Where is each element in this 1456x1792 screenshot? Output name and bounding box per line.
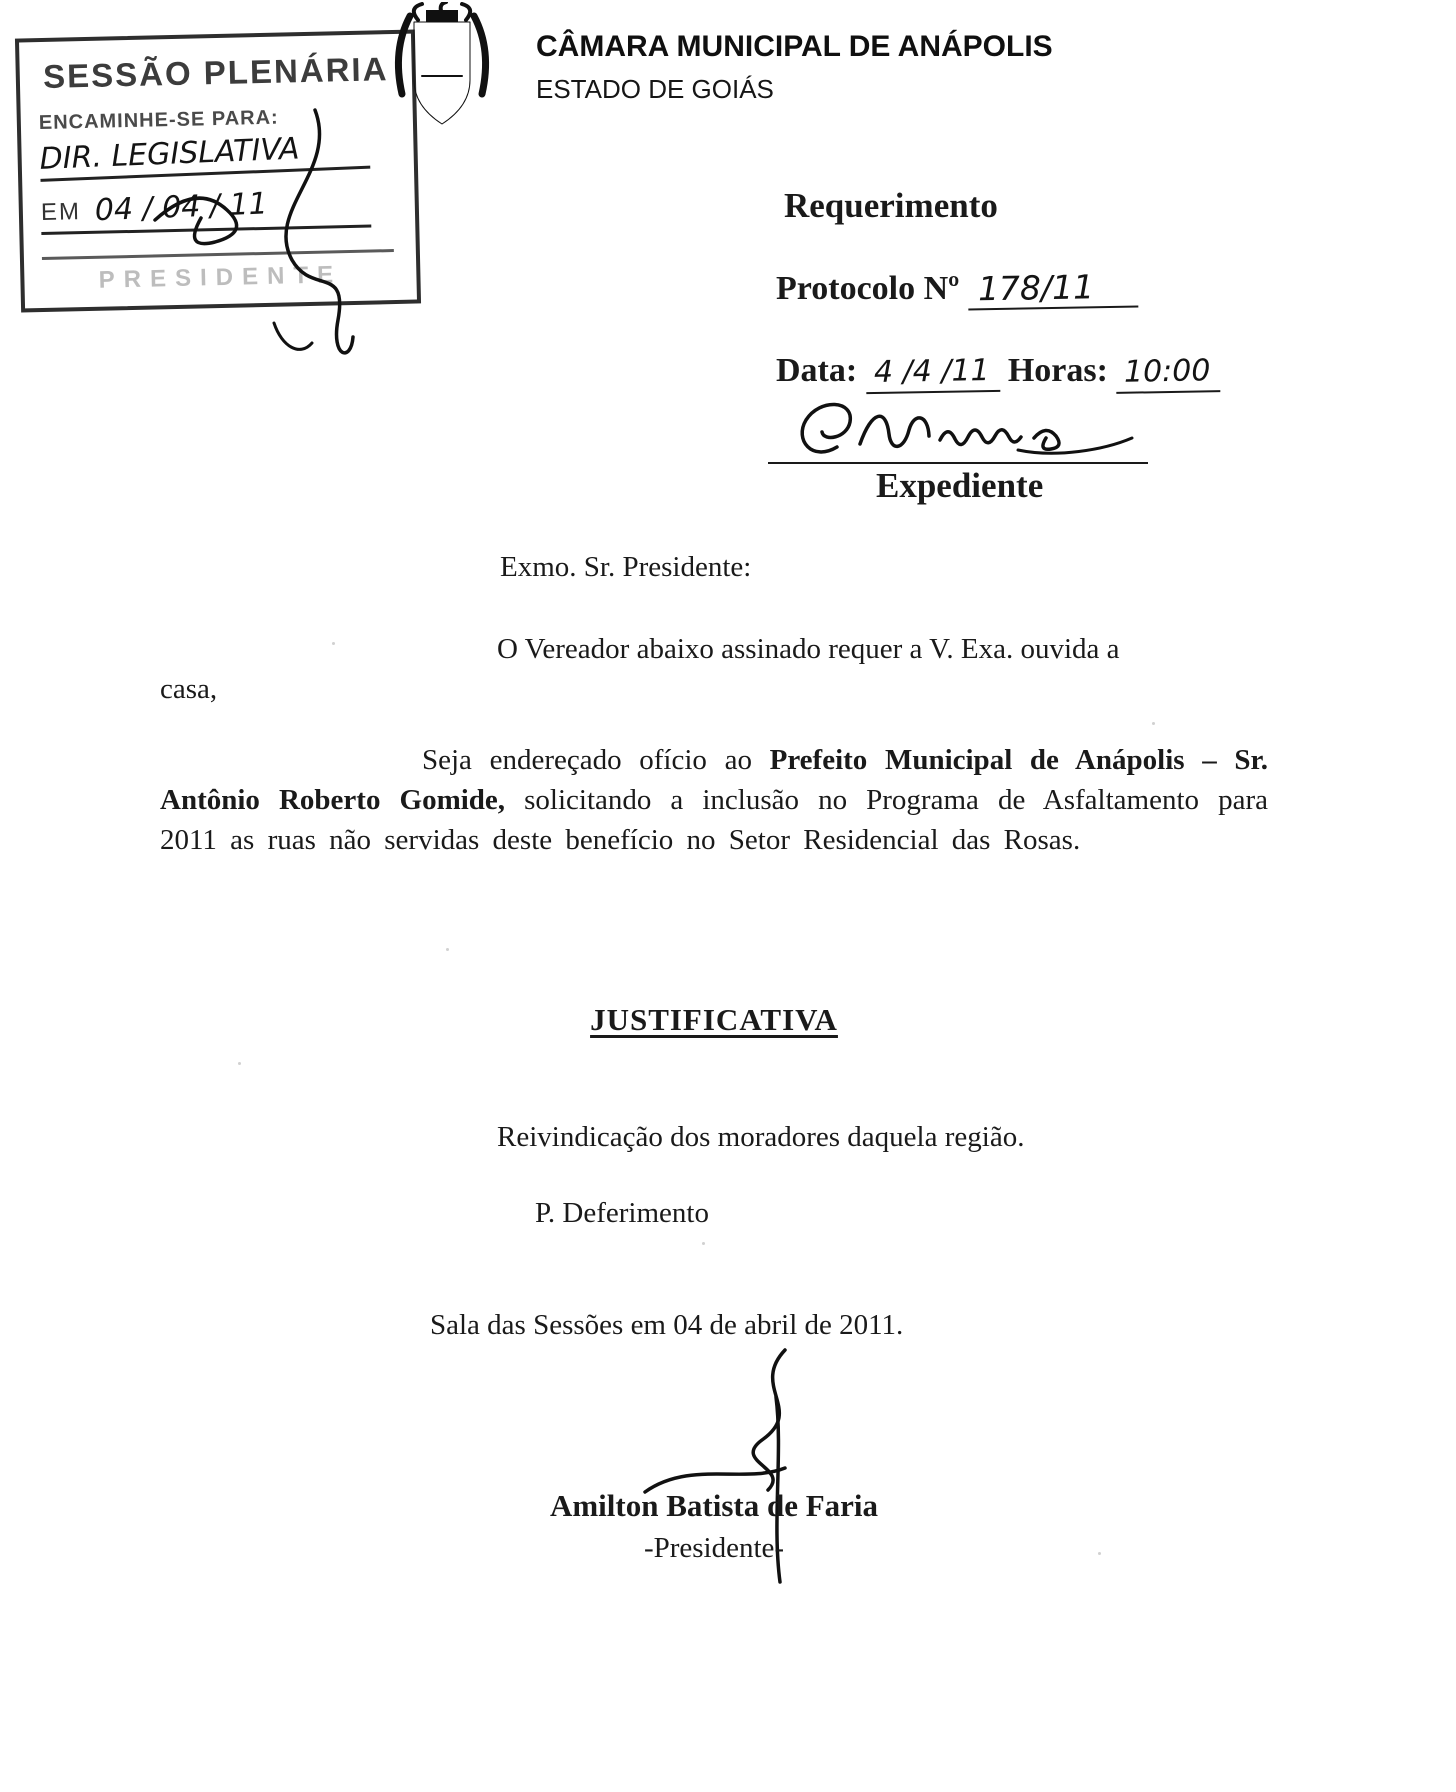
scan-artifact-dot (446, 948, 449, 951)
protocol-row (776, 268, 1138, 309)
salutation: Exmo. Sr. Presidente: (500, 551, 752, 583)
signer-name: Amilton Batista de Faria (549, 1488, 879, 1523)
signer-role: -Presidente- (643, 1532, 785, 1564)
section-title-wrap (160, 1002, 1268, 1038)
deferment-text: P. Deferimento (535, 1197, 709, 1229)
justification-text: Reivindicação dos moradores daquela região. (497, 1121, 1025, 1153)
date-hours-row (776, 352, 1221, 393)
document-title: Requerimento (784, 186, 998, 225)
protocol-number-handwritten: 178/11 (968, 267, 1139, 311)
date-value-handwritten: 4 /4 /11 (865, 353, 999, 394)
request-paragraph-recipient: Prefeito Municipal de Anápolis – Sr. Antônio Roberto Gomide, (160, 744, 1268, 817)
stamp-em-label: EM (40, 198, 82, 227)
hours-label: Horas: (1007, 352, 1108, 389)
date-label: Data: (776, 352, 858, 389)
request-paragraph-intro: Seja endereçado ofício ao (422, 744, 770, 776)
stamp-forward-label: ENCAMINHE-SE PARA: (38, 106, 279, 135)
scan-artifact-dot (1098, 1552, 1101, 1555)
request-paragraph-rest: solicitando a inclusão no Programa de Asfaltamento para 2011 as ruas não servidas deste benefício no Setor Residencial das Rosas. (160, 784, 1268, 857)
justificativa-title: JUSTIFICATIVA (590, 1002, 838, 1037)
expediente-underline (768, 462, 1148, 464)
scan-artifact-dot (332, 642, 335, 645)
scan-artifact-dot (238, 1062, 241, 1065)
organization-name: CÂMARA MUNICIPAL DE ANÁPOLIS (536, 30, 1053, 63)
expediente-signature (782, 392, 1142, 477)
stamp-title: SESSÃO PLENÁRIA (42, 50, 389, 95)
stamp-president-label: PRESIDENTE (98, 261, 343, 294)
scan-artifact-dot (1152, 722, 1155, 725)
organization-state: ESTADO DE GOIÁS (536, 74, 774, 104)
coat-of-arms-icon (388, 2, 496, 134)
request-paragraph (160, 740, 1268, 860)
place-date-text: Sala das Sessões em 04 de abril de 2011. (430, 1309, 904, 1341)
paragraph1-line1: O Vereador abaixo assinado requer a V. Exa. ouvida a (497, 633, 1120, 665)
stamp-date-handwritten: 04 / 04 / 11 (94, 186, 269, 229)
paragraph1-line2: casa, (160, 673, 218, 705)
stamp-destination-handwritten: DIR. LEGISLATIVA (39, 129, 370, 182)
protocol-label: Protocolo Nº (776, 270, 960, 307)
hours-value-handwritten: 10:00 (1116, 353, 1221, 394)
scan-artifact-dot (702, 1242, 705, 1245)
expediente-label: Expediente (876, 466, 1044, 505)
stamp-signature (60, 95, 450, 375)
